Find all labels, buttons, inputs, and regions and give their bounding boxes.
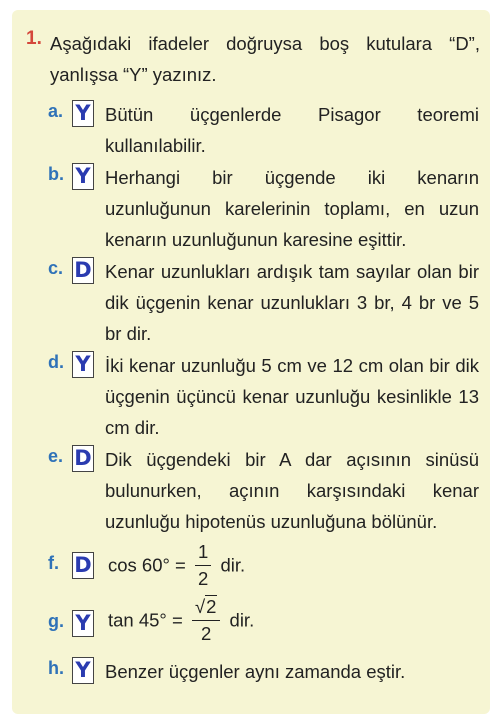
answer-box[interactable] <box>72 552 94 579</box>
math-expression <box>108 540 245 591</box>
answer-mark: Y <box>75 611 91 635</box>
item-label: g. <box>48 611 64 631</box>
answer-box[interactable] <box>72 100 94 127</box>
item-label: e. <box>48 446 64 466</box>
statement-suffix: dir. <box>229 609 255 631</box>
answer-mark: D <box>74 258 92 282</box>
trig-function: tan 45° <box>108 609 167 631</box>
item-label: d. <box>48 352 64 372</box>
answer-box[interactable] <box>72 163 94 190</box>
answer-mark: D <box>74 446 92 470</box>
item-label: c. <box>48 258 64 278</box>
item-label: a. <box>48 101 64 121</box>
math-expression <box>108 595 254 646</box>
fraction-denominator: 2 <box>198 568 209 589</box>
sqrt-sign: √ <box>194 596 206 617</box>
answer-mark: Y <box>75 101 91 125</box>
fraction-numerator <box>192 595 220 621</box>
statement-text: Benzer üçgenler aynı zamanda eştir. <box>105 661 406 682</box>
answer-box[interactable] <box>72 610 94 637</box>
fraction-denominator: 2 <box>201 623 212 644</box>
answer-mark: D <box>74 553 92 577</box>
statement-suffix: dir. <box>220 554 246 576</box>
answer-mark: Y <box>75 352 91 376</box>
statement-text: Dik üçgendeki bir A dar açısının sinüsü bulunurken, açının karşısındaki kenar uzunluğu hipotenüs uzunluğuna bölünür. <box>105 449 479 532</box>
fraction <box>195 540 211 591</box>
answer-mark: Y <box>75 658 91 682</box>
equals-sign: = <box>175 554 186 576</box>
item-label: h. <box>48 658 64 678</box>
fraction <box>192 595 220 646</box>
answer-mark: Y <box>75 164 91 188</box>
item-label: b. <box>48 164 64 184</box>
item-label: f. <box>48 553 59 573</box>
equals-sign: = <box>171 609 183 631</box>
answer-box[interactable] <box>72 445 94 472</box>
statement-text: İki kenar uzunluğu 5 cm ve 12 cm olan bir dik üçgenin üçüncü kenar uzunluğu kesinlikle 13 cm dir. <box>105 355 479 438</box>
statement-text: Bütün üçgenlerde Pisagor teoremi kullanılabilir. <box>105 104 479 156</box>
question-number: 1. <box>26 28 42 49</box>
trig-function: cos 60° <box>108 554 170 576</box>
fraction-numerator: 1 <box>195 540 211 566</box>
answer-box[interactable] <box>72 257 94 284</box>
sqrt-radicand: 2 <box>206 596 217 617</box>
question-instruction: Aşağıdaki ifadeler doğruysa boş kutulara “D”, yanlışsa “Y” yazınız. <box>50 33 480 85</box>
statement-text: Kenar uzunlukları ardışık tam sayılar olan bir dik üçgenin kenar uzunlukları 3 br, 4 br ve 5 br dir. <box>105 261 479 344</box>
answer-box[interactable] <box>72 351 94 378</box>
statement-text: Herhangi bir üçgende iki kenarın uzunluğunun karelerinin toplamı, en uzun kenarın uzunluğunun karesine eşittir. <box>105 167 479 250</box>
square-root <box>195 595 217 619</box>
answer-box[interactable] <box>72 657 94 684</box>
